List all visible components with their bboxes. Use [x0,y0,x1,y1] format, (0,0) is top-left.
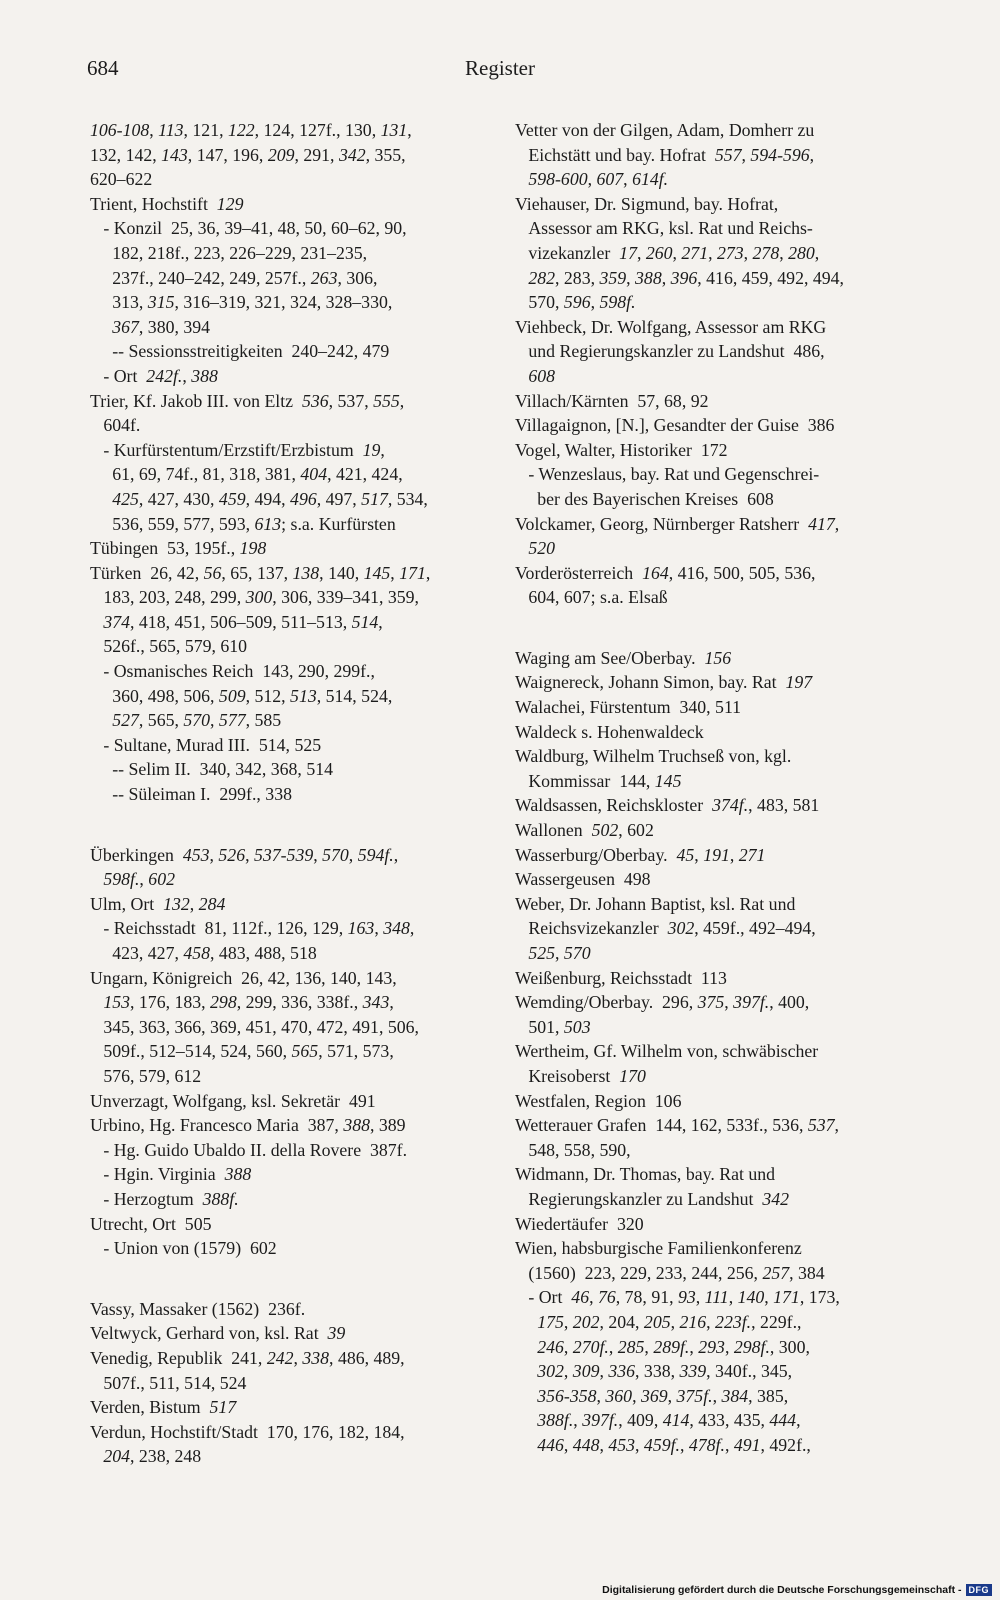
index-entry-line: 367, 380, 394 [112,316,211,337]
index-entry-line: 501, 503 [515,1016,591,1037]
index-entry-line: - Osmanisches Reich 143, 290, 299f., [90,661,375,682]
index-entry-line: -- Selim II. 340, 342, 368, 514 [90,759,333,780]
index-entry-line: 237f., 240–242, 249, 257f., 263, 306, [90,267,378,288]
index-entry-line: 548, 558, 590, [515,1139,631,1160]
index-entry-line: 175, 202, 204, 205, 216, 223f., 229f., [537,1311,802,1332]
page-number: 684 [87,56,119,80]
index-entry-line: Vassy, Massaker (1562) 236f. [90,1298,306,1319]
dfg-logo: DFG [966,1584,993,1596]
index-entry-line: - Union von (1579) 602 [90,1238,277,1259]
index-entry-line: 620–622 [90,169,153,190]
index-entry-line: vizekanzler 17, 260, 271, 273, 278, 280, [515,242,820,263]
index-entry-line: Überkingen 453, 526, 537-539, 570, 594f., [90,844,399,865]
index-entry-line: 526f., 565, 579, 610 [90,636,248,657]
index-entry-line: - Ort 46, 76, 78, 91, 93, 111, 140, 171, 173, [515,1287,840,1308]
index-entry-line: Tübingen 53, 195f., 198 [90,538,267,559]
index-entry-line: Türken 26, 42, 56, 65, 137, 138, 140, 145, 171, [90,562,431,583]
index-entry-line: 608 [528,365,556,386]
index-entry-line: Ungarn, Königreich 26, 42, 136, 140, 143, [90,967,397,988]
index-entry-line: 520 [528,538,556,559]
letter-section-gap [90,1261,490,1297]
index-entry-line: Utrecht, Ort 505 [90,1213,212,1234]
index-entry-line: 360, 498, 506, 509, 512, 513, 514, 524, [90,685,393,706]
index-entry-line: Viehbeck, Dr. Wolfgang, Assessor am RKG [515,316,827,337]
index-entry-line: 536, 559, 577, 593, 613; s.a. Kurfürsten [90,513,396,534]
index-entry-line: (1560) 223, 229, 233, 244, 256, 257, 384 [515,1262,825,1283]
index-column-right [515,118,915,1457]
index-entry-line: 182, 218f., 223, 226–229, 231–235, [90,242,368,263]
index-entry-line: Wallonen 502, 602 [515,820,654,841]
index-entry-line: ber des Bayerischen Kreises 608 [515,488,774,509]
index-entry-line: Villagaignon, [N.], Gesandter der Guise 386 [515,415,835,436]
index-entry-line: 388f., 397f., 409, 414, 433, 435, 444, [537,1410,801,1431]
index-entry-line: -- Sessionsstreitigkeiten 240–242, 479 [90,341,390,362]
index-entry-line: und Regierungskanzler zu Landshut 486, [515,341,825,362]
index-entry-line: Wertheim, Gf. Wilhelm von, schwäbischer [515,1041,819,1062]
index-entry-line: 525, 570 [528,943,591,963]
index-entry-line: -- Süleiman I. 299f., 338 [90,784,292,805]
index-entry-line: Wiedertäufer 320 [515,1213,644,1234]
index-entry-line: Wetterauer Grafen 144, 162, 533f., 536, 537, [515,1115,839,1136]
index-entry-line: Ulm, Ort 132, 284 [90,893,226,914]
index-entry-line: 446, 448, 453, 459f., 478f., 491, 492f., [537,1434,811,1455]
index-entry-line: 246, 270f., 285, 289f., 293, 298f., 300, [537,1336,810,1357]
index-entry-line: Wasserburg/Oberbay. 45, 191, 271 [515,844,766,865]
index-entry-line: Venedig, Republik 241, 242, 338, 486, 489, [90,1347,405,1368]
index-entry-line: 570, 596, 598f. [515,292,636,313]
index-entry-line: Villach/Kärnten 57, 68, 92 [515,390,709,411]
index-entry-line: Waldburg, Wilhelm Truchseß von, kgl. [515,746,792,767]
index-entry-line: 302, 309, 336, 338, 339, 340f., 345, [537,1361,793,1382]
index-entry-line: 425, 427, 430, 459, 494, 496, 497, 517, 534, [112,488,428,509]
index-entry-line: - Reichsstadt 81, 112f., 126, 129, 163, 348, [90,918,415,939]
footer-text: Digitalisierung gefördert durch die Deutsche Forschungsgemeinschaft - [602,1584,962,1596]
index-column-left [90,118,490,1469]
index-entry-line: - Hgin. Virginia 388 [90,1164,252,1185]
index-entry-line: Regierungskanzler zu Landshut 342 [515,1188,790,1209]
index-entry-line: - Herzogtum 388f. [90,1188,239,1209]
index-entry-line: Widmann, Dr. Thomas, bay. Rat und [515,1164,776,1185]
index-entry-line: - Sultane, Murad III. 514, 525 [90,734,322,755]
index-entry-line: - Konzil 25, 36, 39–41, 48, 50, 60–62, 90, [90,218,407,239]
index-entry-line: Waignereck, Johann Simon, bay. Rat 197 [515,672,813,693]
index-entry-line: 576, 579, 612 [90,1065,202,1086]
index-entry-line: Reichsvizekanzler 302, 459f., 492–494, [515,918,816,939]
index-entry-line: Vogel, Walter, Historiker 172 [515,439,728,460]
index-entry-line: 507f., 511, 514, 524 [90,1372,247,1393]
index-entry-line: Trient, Hochstift 129 [90,193,244,214]
index-entry-line: 598f., 602 [103,869,175,890]
index-entry-line: Weißenburg, Reichsstadt 113 [515,967,727,988]
index-entry-line: 604f. [90,415,141,436]
index-entry-line: 374, 418, 451, 506–509, 511–513, 514, [103,611,383,632]
index-entry-line: Waldeck s. Hohenwaldeck [515,721,704,742]
index-entry-line: Waging am See/Oberbay. 156 [515,647,732,668]
letter-section-gap [90,807,490,843]
index-entry-line: 132, 142, 143, 147, 196, 209, 291, 342, 355, [90,144,406,165]
index-entry-line: Viehauser, Dr. Sigmund, bay. Hofrat, [515,193,779,214]
index-entry-line: 509f., 512–514, 524, 560, 565, 571, 573, [90,1041,394,1062]
index-entry-line: 527, 565, 570, 577, 585 [112,710,282,731]
index-entry-line: Urbino, Hg. Francesco Maria 387, 388, 389 [90,1115,406,1136]
index-entry-line: Verden, Bistum 517 [90,1397,237,1418]
index-entry-line: 604, 607; s.a. Elsaß [515,587,668,608]
index-entry-line: Veltwyck, Gerhard von, ksl. Rat 39 [90,1323,346,1344]
index-entry-line: Kommissar 144, 145 [515,770,682,791]
index-entry-line: 356-358, 360, 369, 375f., 384, 385, [537,1385,789,1406]
index-entry-line: 183, 203, 248, 299, 300, 306, 339–341, 359, [90,587,419,608]
index-entry-line: Wemding/Oberbay. 296, 375, 397f., 400, [515,992,810,1013]
index-entry-line: Assessor am RKG, ksl. Rat und Reichs- [515,218,813,239]
index-entry-line: Weber, Dr. Johann Baptist, ksl. Rat und [515,893,796,914]
index-entry-line: 282, 283, 359, 388, 396, 416, 459, 492, 494, [528,267,844,288]
letter-section-gap [515,610,915,646]
index-entry-line: 423, 427, 458, 483, 488, 518 [90,943,317,963]
index-entry-line: 345, 363, 366, 369, 451, 470, 472, 491, 506, [90,1016,419,1037]
index-entry-line: Trier, Kf. Jakob III. von Eltz 536, 537, 555, [90,390,405,411]
index-entry-line: Kreisoberst 170 [515,1065,646,1086]
index-entry-line: 313, 315, 316–319, 321, 324, 328–330, [90,292,393,313]
index-entry-line: Westfalen, Region 106 [515,1090,682,1111]
index-entry-line: 106-108, 113, 121, 122, 124, 127f., 130, 131, [90,120,412,140]
index-entry-line: - Kurfürstentum/Erzstift/Erzbistum 19, [90,439,385,460]
index-entry-line: Unverzagt, Wolfgang, ksl. Sekretär 491 [90,1090,376,1111]
index-entry-line: 153, 176, 183, 298, 299, 336, 338f., 343, [103,992,394,1013]
index-entry-line: 598-600, 607, 614f. [528,169,669,190]
index-entry-line: Vetter von der Gilgen, Adam, Domherr zu [515,120,815,140]
running-head: Register [465,56,535,80]
digitization-footer [602,1584,992,1596]
index-entry-line: Eichstätt und bay. Hofrat 557, 594-596, [515,144,815,165]
index-entry-line: Volckamer, Georg, Nürnberger Ratsherr 417, [515,513,840,534]
index-entry-line: Vorderösterreich 164, 416, 500, 505, 536, [515,562,816,583]
index-entry-line: Wassergeusen 498 [515,869,651,890]
index-entry-line: Walachei, Fürstentum 340, 511 [515,697,742,718]
index-entry-line: 61, 69, 74f., 81, 318, 381, 404, 421, 424, [90,464,403,485]
index-entry-line: - Hg. Guido Ubaldo II. della Rovere 387f. [90,1139,408,1160]
index-entry-line: Waldsassen, Reichskloster 374f., 483, 581 [515,795,820,816]
index-entry-line: - Wenzeslaus, bay. Rat und Gegenschrei- [515,464,820,485]
index-entry-line: - Ort 242f., 388 [90,365,218,386]
index-entry-line: Wien, habsburgische Familienkonferenz [515,1238,802,1259]
index-entry-line: Verdun, Hochstift/Stadt 170, 176, 182, 184, [90,1421,405,1442]
index-entry-line: 204, 238, 248 [103,1446,202,1467]
